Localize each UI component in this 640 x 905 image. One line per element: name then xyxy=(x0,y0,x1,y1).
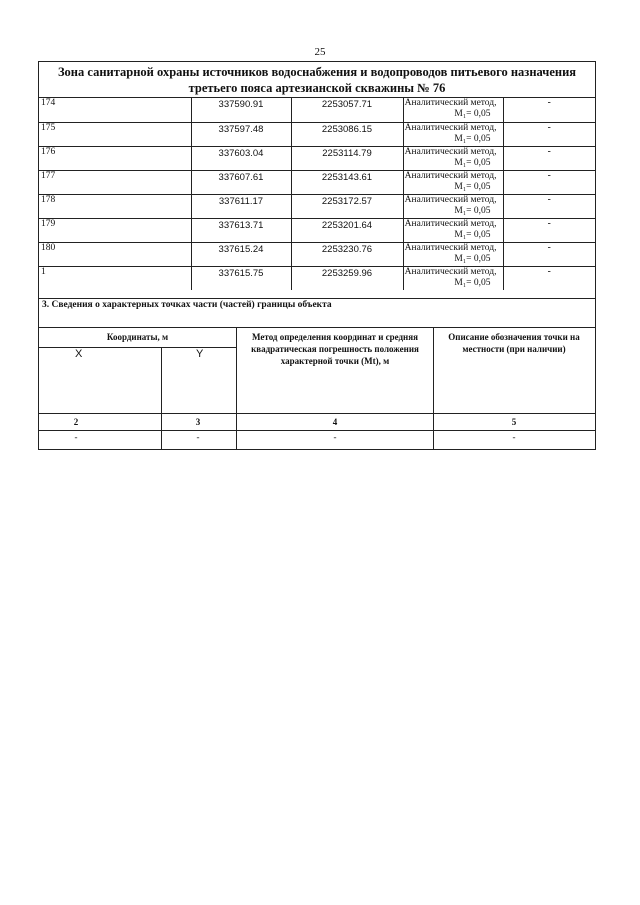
point-number: 176 xyxy=(39,146,191,170)
y-coordinate: 2253143.61 xyxy=(291,170,403,194)
x-coordinate: 337615.75 xyxy=(191,266,291,290)
column-number: 2 xyxy=(73,417,79,427)
method-text: Аналитический метод, xyxy=(404,194,497,205)
empty-cell: - xyxy=(74,432,78,442)
coordinates-table xyxy=(39,98,595,290)
accuracy-text: M₁= 0,05 xyxy=(454,109,491,119)
method-header: Метод определения координат и средняя квадратическая погрешность положения характерной точки (Mt), м xyxy=(251,332,419,366)
method-text: Аналитический метод, xyxy=(404,242,497,253)
method-cell xyxy=(403,218,503,242)
x-coordinate: 337590.91 xyxy=(191,98,291,122)
y-coordinate: 2253114.79 xyxy=(291,146,403,170)
y-coordinate: 2253057.71 xyxy=(291,98,403,122)
y-axis-label: Y xyxy=(196,348,204,360)
table-row xyxy=(39,98,595,122)
empty-cell: - xyxy=(512,432,516,442)
coordinates-table-block xyxy=(38,61,596,299)
point-description: - xyxy=(503,218,595,242)
table-row xyxy=(39,194,595,218)
point-description: - xyxy=(503,122,595,146)
method-cell xyxy=(403,122,503,146)
method-text: Аналитический метод, xyxy=(404,218,497,229)
point-number: 177 xyxy=(39,170,191,194)
point-number: 174 xyxy=(39,98,191,122)
method-cell xyxy=(403,194,503,218)
method-text: Аналитический метод, xyxy=(404,122,497,133)
method-cell xyxy=(403,170,503,194)
method-cell xyxy=(403,98,503,122)
y-coordinate: 2253259.96 xyxy=(291,266,403,290)
point-description: - xyxy=(503,242,595,266)
y-coordinate: 2253172.57 xyxy=(291,194,403,218)
method-cell xyxy=(403,266,503,290)
coordinates-header: Координаты, м xyxy=(106,332,169,342)
point-number: 178 xyxy=(39,194,191,218)
zone-title xyxy=(39,62,595,98)
x-coordinate: 337613.71 xyxy=(191,218,291,242)
accuracy-text: M₁= 0,05 xyxy=(454,205,491,216)
table-row xyxy=(39,122,595,146)
table-row xyxy=(39,146,595,170)
x-coordinate: 337597.48 xyxy=(191,122,291,146)
method-cell xyxy=(403,146,503,170)
section-3-block xyxy=(38,298,596,450)
divider xyxy=(39,413,595,414)
method-cell xyxy=(403,242,503,266)
divider xyxy=(39,347,236,348)
point-description: - xyxy=(503,266,595,290)
accuracy-text: M₁= 0,05 xyxy=(454,277,491,288)
method-text: Аналитический метод, xyxy=(404,98,497,108)
x-coordinate: 337603.04 xyxy=(191,146,291,170)
accuracy-text: M₁= 0,05 xyxy=(454,253,491,264)
empty-cell: - xyxy=(333,432,337,442)
method-text: Аналитический метод, xyxy=(404,170,497,181)
table-row xyxy=(39,218,595,242)
table-row xyxy=(39,170,595,194)
point-description: - xyxy=(503,170,595,194)
point-number: 175 xyxy=(39,122,191,146)
divider xyxy=(39,327,595,328)
x-coordinate: 337607.61 xyxy=(191,170,291,194)
zone-title-line-1: Зона санитарной охраны источников водоснабжения и водопроводов питьевого назначения xyxy=(57,65,577,79)
y-coordinate: 2253086.15 xyxy=(291,122,403,146)
y-coordinate: 2253230.76 xyxy=(291,242,403,266)
x-coordinate: 337611.17 xyxy=(191,194,291,218)
divider xyxy=(433,327,434,449)
column-number: 4 xyxy=(332,417,338,427)
divider xyxy=(39,430,595,431)
description-header: Описание обозначения точки на местности (при наличии) xyxy=(448,332,580,354)
x-coordinate: 337615.24 xyxy=(191,242,291,266)
point-description: - xyxy=(503,194,595,218)
empty-cell: - xyxy=(196,432,200,442)
column-number: 5 xyxy=(511,417,517,427)
table-row xyxy=(39,266,595,290)
method-text: Аналитический метод, xyxy=(404,146,497,157)
y-coordinate: 2253201.64 xyxy=(291,218,403,242)
divider xyxy=(236,327,237,449)
divider xyxy=(161,347,162,449)
accuracy-text: M₁= 0,05 xyxy=(454,133,491,144)
section-3-title: 3. Сведения о характерных точках части (частей) границы объекта xyxy=(42,300,332,310)
point-description: - xyxy=(503,98,595,122)
method-text: Аналитический метод, xyxy=(404,266,497,277)
point-number: 179 xyxy=(39,218,191,242)
page-number: 25 xyxy=(314,46,326,58)
point-description: - xyxy=(503,146,595,170)
table-row xyxy=(39,242,595,266)
accuracy-text: M₁= 0,05 xyxy=(454,181,491,192)
point-number: 180 xyxy=(39,242,191,266)
zone-title-line-2: третьего пояса артезианской скважины № 76 xyxy=(188,81,446,95)
accuracy-text: M₁= 0,05 xyxy=(454,229,491,240)
x-axis-label: X xyxy=(75,348,83,360)
accuracy-text: M₁= 0,05 xyxy=(454,157,491,168)
column-number: 3 xyxy=(195,417,201,427)
point-number: 1 xyxy=(39,266,191,290)
